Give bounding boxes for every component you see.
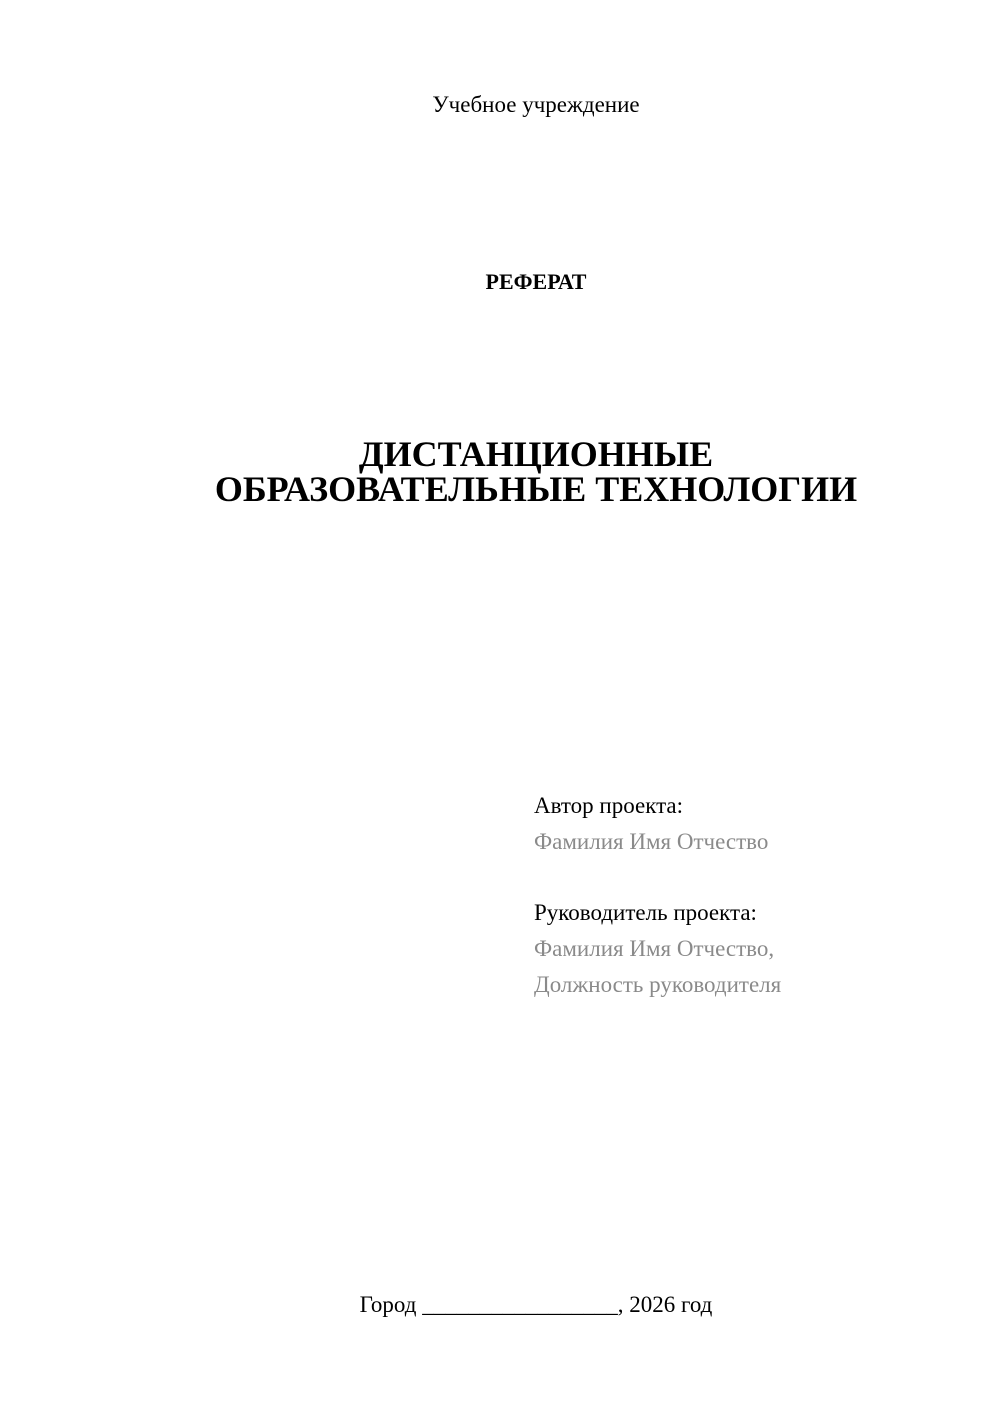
document-title-line-2: ОБРАЗОВАТЕЛЬНЫЕ ТЕХНОЛОГИИ	[214, 469, 858, 509]
document-title	[0, 434, 1000, 509]
author-name: Фамилия Имя Отчество	[534, 829, 769, 854]
supervisor-label: Руководитель проекта:	[534, 900, 757, 925]
document-type: РЕФЕРАТ	[485, 269, 587, 294]
city-year-footer: Город _________________, 2026 год	[359, 1292, 713, 1317]
credits-spacer	[534, 860, 954, 895]
document-title-line-1: ДИСТАНЦИОННЫЕ	[358, 434, 714, 474]
credits-block	[534, 788, 954, 1003]
supervisor-name: Фамилия Имя Отчество,	[534, 936, 775, 961]
institution-name: Учебное учреждение	[432, 92, 640, 117]
supervisor-position: Должность руководителя	[534, 972, 782, 997]
author-label: Автор проекта:	[534, 793, 683, 818]
